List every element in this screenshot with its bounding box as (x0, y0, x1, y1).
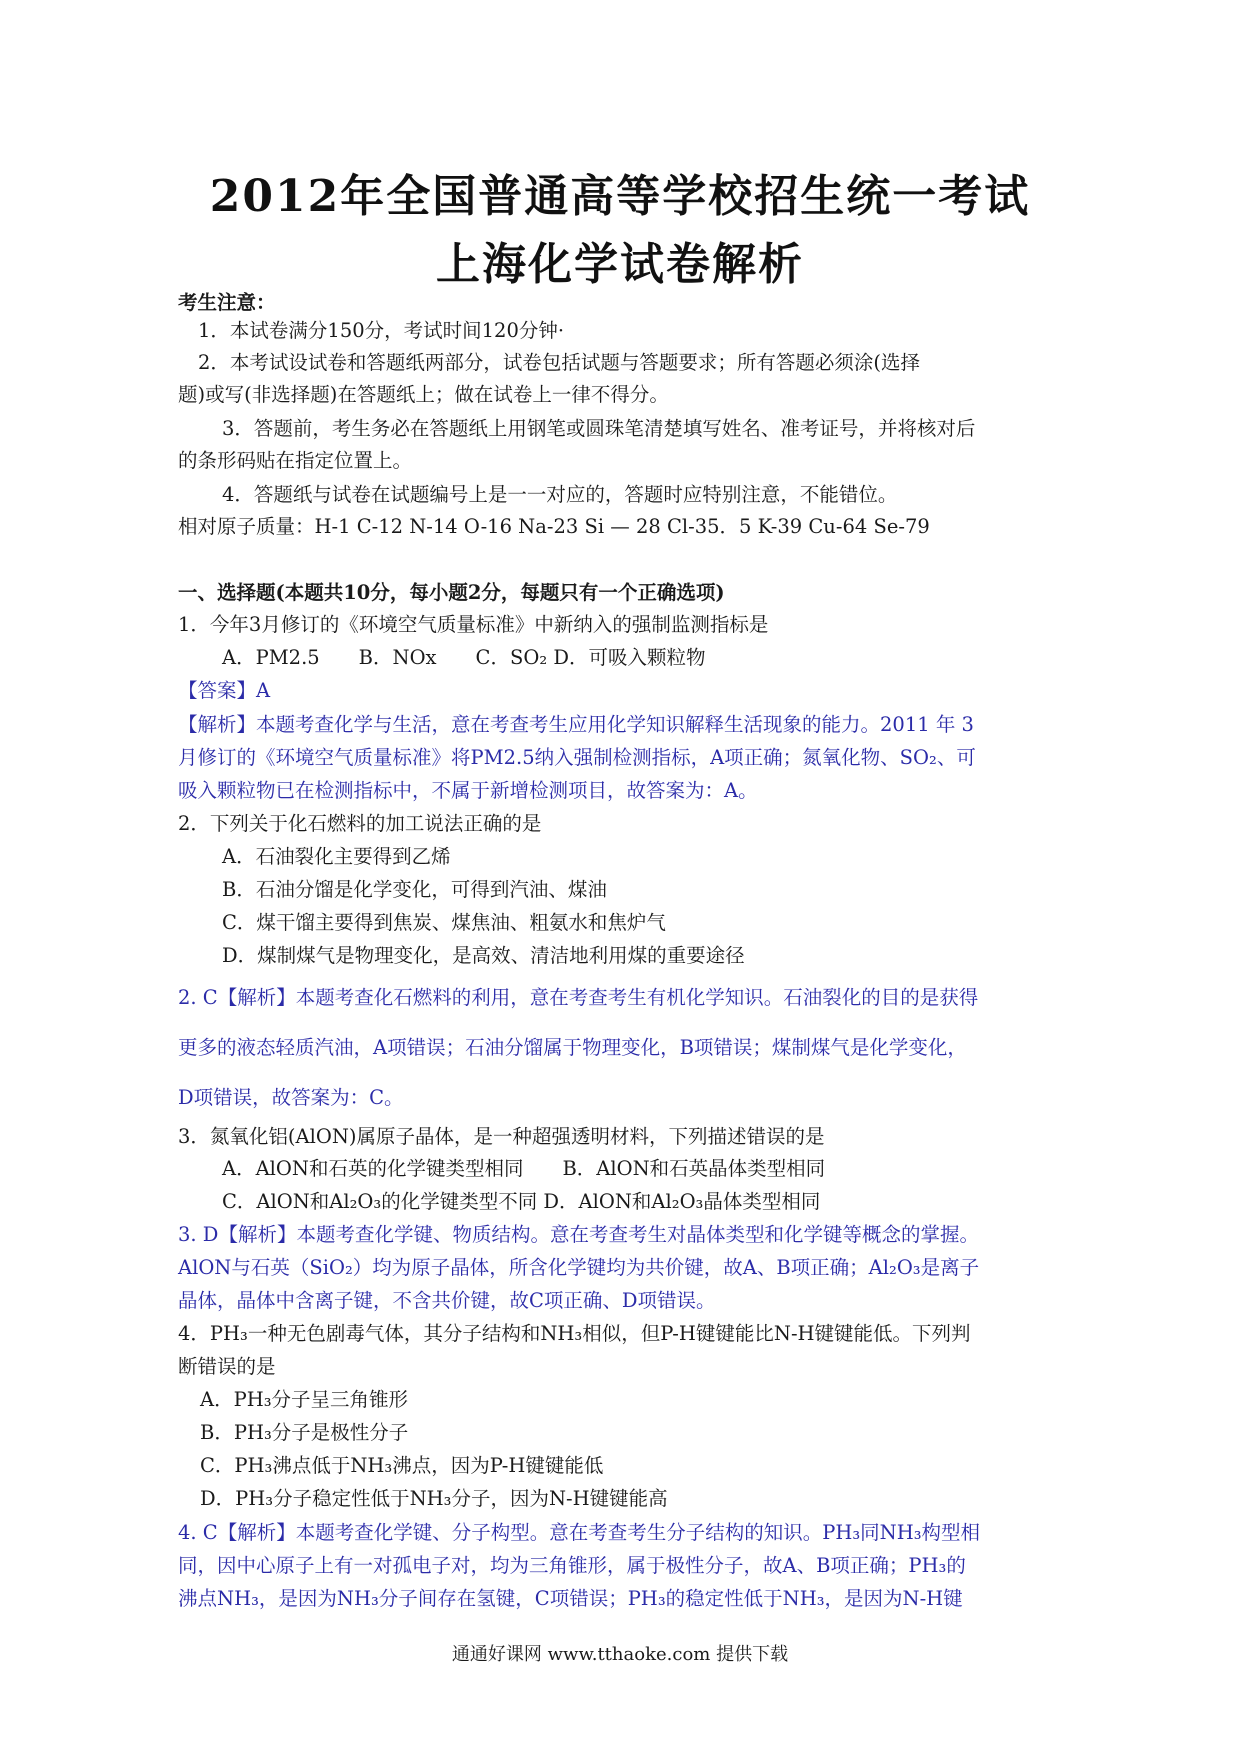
q3-explanation-2: AlON与石英（SiO₂）均为原子晶体，所含化学键均为共价键，故A、B项正确；Al₂O₃是离子 (178, 1256, 980, 1279)
notice-item-2b: 题)或写(非选择题)在答题纸上；做在试卷上一律不得分。 (178, 383, 669, 406)
q4-explanation-3: 沸点NH₃，是因为NH₃分子间存在氢键，C项错误；PH₃的稳定性低于NH₃，是因为N-H键 (178, 1587, 963, 1610)
notice-item-1: 1．本试卷满分150分，考试时间120分钟· (198, 319, 565, 342)
q2-option-b: B．石油分馏是化学变化，可得到汽油、煤油 (222, 878, 607, 901)
q4-stem-1: 4．PH₃一种无色剧毒气体，其分子结构和NH₃相似，但P-H键键能比N-H键键能低。下列判 (178, 1322, 971, 1345)
q4-explanation-1: 4. C【解析】本题考查化学键、分子构型。意在考查考生分子结构的知识。PH₃同NH₃构型相 (178, 1521, 981, 1544)
q1-explanation-3: 吸入颗粒物已在检测指标中，不属于新增检测项目，故答案为：A。 (178, 779, 758, 802)
q2-explanation-1: 2. C【解析】本题考查化石燃料的利用，意在考查考生有机化学知识。石油裂化的目的是获得 (178, 986, 979, 1009)
q4-option-b: B．PH₃分子是极性分子 (200, 1421, 409, 1444)
notice-item-3a: 3．答题前，考生务必在答题纸上用钢笔或圆珠笔清楚填写姓名、准考证号，并将核对后 (222, 417, 976, 440)
q4-explanation-2: 同，因中心原子上有一对孤电子对，均为三角锥形，属于极性分子，故A、B项正确；PH₃的 (178, 1554, 966, 1577)
q1-explanation-2: 月修订的《环境空气质量标准》将PM2.5纳入强制检测指标，A项正确；氮氧化物、SO₂、可 (178, 746, 976, 769)
q3-options-cd: C．AlON和Al₂O₃的化学键类型不同 D．AlON和Al₂O₃晶体类型相同 (222, 1190, 821, 1213)
q2-option-a: A．石油裂化主要得到乙烯 (222, 845, 451, 868)
q2-stem: 2．下列关于化石燃料的加工说法正确的是 (178, 812, 542, 835)
title-line-2: 上海化学试卷解析 (436, 239, 804, 290)
q2-explanation-3: D项错误，故答案为：C。 (178, 1086, 404, 1109)
section-1-heading: 一、选择题(本题共10分，每小题2分，每题只有一个正确选项) (178, 581, 725, 604)
title-line-1: 2012年全国普通高等学校招生统一考试 (209, 171, 1031, 222)
notice-item-4: 4．答题纸与试卷在试题编号上是一一对应的，答题时应特别注意，不能错位。 (222, 483, 898, 506)
q2-option-d: D．煤制煤气是物理变化，是高效、清洁地利用煤的重要途径 (222, 944, 745, 967)
q4-option-d: D．PH₃分子稳定性低于NH₃分子，因为N-H键键能高 (200, 1487, 668, 1510)
notice-heading: 考生注意： (178, 291, 276, 314)
q2-option-c: C．煤干馏主要得到焦炭、煤焦油、粗氨水和焦炉气 (222, 911, 666, 934)
q3-explanation-3: 晶体，晶体中含离子键，不含共价键，故C项正确、D项错误。 (178, 1289, 716, 1312)
notice-item-2a: 2．本考试设试卷和答题纸两部分，试卷包括试题与答题要求；所有答题必须涂(选择 (198, 351, 921, 374)
notice-item-3b: 的条形码贴在指定位置上。 (178, 449, 413, 472)
q1-options: A．PM2.5 B．NOx C．SO₂ D．可吸入颗粒物 (222, 646, 706, 669)
atomic-mass-line: 相对原子质量：H-1 C-12 N-14 O-16 Na-23 Si — 28 Cl-35．5 K-39 Cu-64 Se-79 (178, 515, 930, 538)
q3-explanation-1: 3. D【解析】本题考查化学键、物质结构。意在考查考生对晶体类型和化学键等概念的掌握。 (178, 1223, 979, 1246)
q3-stem: 3．氮氧化铝(AlON)属原子晶体，是一种超强透明材料，下列描述错误的是 (178, 1125, 825, 1148)
q2-explanation-2: 更多的液态轻质汽油，A项错误；石油分馏属于物理变化，B项错误；煤制煤气是化学变化， (178, 1036, 967, 1059)
footer-source: 通通好课网 www.tthaoke.com 提供下载 (451, 1644, 789, 1665)
q4-option-a: A．PH₃分子呈三角锥形 (200, 1388, 409, 1411)
q1-stem: 1．今年3月修订的《环境空气质量标准》中新纳入的强制监测指标是 (178, 613, 769, 636)
q1-explanation-1: 【解析】本题考查化学与生活，意在考查考生应用化学知识解释生活现象的能力。2011 年 3 (178, 713, 974, 736)
q3-options-ab: A．AlON和石英的化学键类型相同 B．AlON和石英晶体类型相同 (222, 1157, 826, 1180)
q4-option-c: C．PH₃沸点低于NH₃沸点，因为P-H键键能低 (200, 1454, 604, 1477)
q4-stem-2: 断错误的是 (178, 1355, 276, 1378)
q1-answer: 【答案】A (178, 679, 271, 702)
